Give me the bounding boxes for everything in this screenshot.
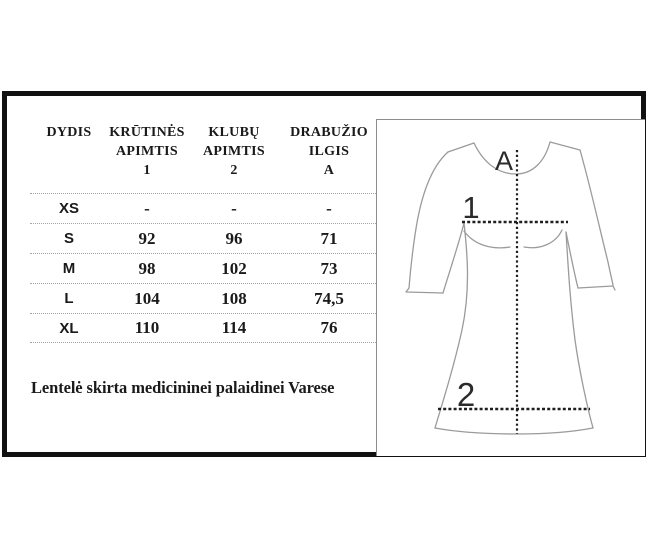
table-header-row xyxy=(30,121,376,193)
table-row xyxy=(30,283,376,313)
right-shoulder xyxy=(550,142,580,150)
length-cell: 76 xyxy=(320,318,338,337)
length-cell: 73 xyxy=(320,258,338,278)
right-body-edge xyxy=(566,232,593,428)
label-hip-2: 2 xyxy=(456,376,476,413)
table-body xyxy=(30,193,376,343)
size-cell: XS xyxy=(58,200,79,217)
bust-cell: - xyxy=(144,198,150,218)
table-row xyxy=(30,193,376,223)
dress-sketch xyxy=(377,120,645,456)
size-cell: M xyxy=(62,260,76,277)
header-line: 2 xyxy=(230,163,238,178)
bust-cell: 98 xyxy=(138,258,156,278)
header-cell-length xyxy=(282,121,376,193)
table-caption: Lentelė skirta medicininei palaidinei Varese xyxy=(31,378,335,397)
header-cell-bust xyxy=(108,121,186,193)
left-shoulder xyxy=(448,143,474,152)
header-line: DYDIS xyxy=(46,125,92,140)
right-bust-dart xyxy=(524,230,562,248)
size-table xyxy=(30,121,376,343)
table-row xyxy=(30,253,376,283)
size-cell: S xyxy=(63,230,74,247)
header-cell-size xyxy=(30,121,108,193)
left-sleeve-outer xyxy=(409,152,448,288)
length-cell: - xyxy=(326,198,332,218)
hips-cell: 102 xyxy=(221,258,247,278)
header-line: 1 xyxy=(143,163,151,178)
bust-cell: 104 xyxy=(134,288,160,308)
header-line: ILGIS xyxy=(308,144,350,159)
right-sleeve-outer xyxy=(580,150,613,285)
hips-cell: - xyxy=(231,198,237,218)
size-cell: L xyxy=(64,290,74,307)
bust-cell: 92 xyxy=(138,228,156,248)
header-line: DRABUŽIO xyxy=(290,125,368,140)
header-cell-hips xyxy=(186,121,282,193)
label-bust-1: 1 xyxy=(462,190,480,225)
dress-outline xyxy=(406,142,615,434)
header-line: KRŪTINĖS xyxy=(109,125,185,140)
hips-cell: 108 xyxy=(221,288,247,308)
length-cell: 71 xyxy=(320,228,338,248)
left-sleeve-inner xyxy=(443,223,464,293)
header-line: APIMTIS xyxy=(203,144,265,159)
table-row xyxy=(30,223,376,253)
diagram-panel xyxy=(376,119,645,456)
table-row xyxy=(30,313,376,343)
hips-cell: 114 xyxy=(221,318,247,337)
hips-cell: 96 xyxy=(225,228,243,248)
length-cell: 74,5 xyxy=(314,288,344,308)
right-cuff xyxy=(578,286,615,290)
size-cell: XL xyxy=(59,319,79,337)
header-line: A xyxy=(323,163,335,178)
hem-line xyxy=(435,428,593,434)
left-cuff xyxy=(406,288,443,293)
label-length-a: A xyxy=(494,146,514,176)
left-bust-dart xyxy=(464,231,510,248)
header-line: APIMTIS xyxy=(116,144,178,159)
header-line: KLUBŲ xyxy=(208,125,260,140)
bust-cell: 110 xyxy=(134,318,160,337)
